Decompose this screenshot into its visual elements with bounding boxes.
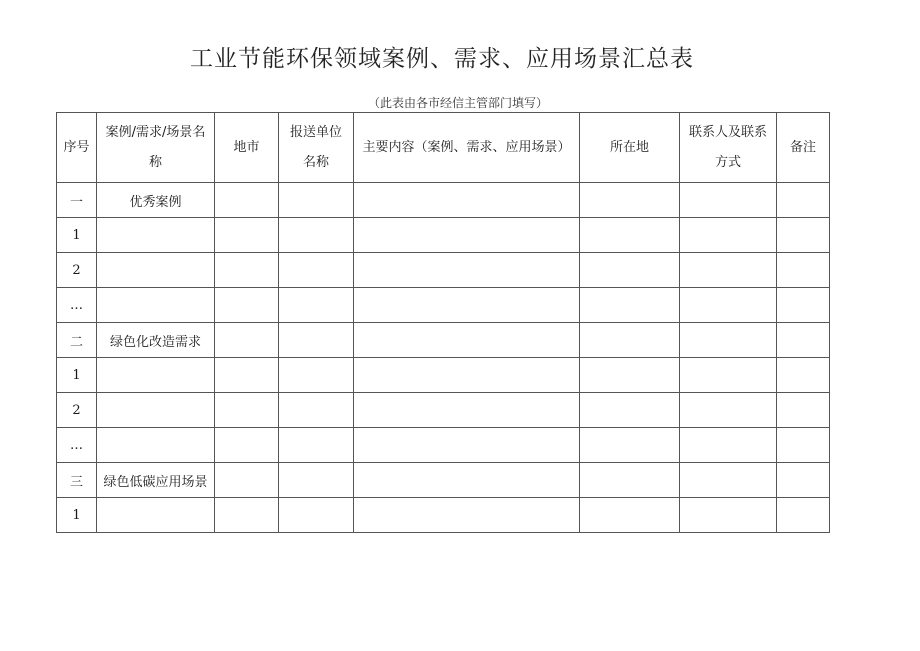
- cell-empty[interactable]: [279, 218, 354, 253]
- cell-empty[interactable]: [215, 288, 279, 323]
- cell-name[interactable]: [97, 498, 215, 533]
- cell-empty[interactable]: [354, 183, 580, 218]
- table-row: [57, 218, 830, 253]
- cell-empty[interactable]: [215, 393, 279, 428]
- cell-empty[interactable]: [279, 183, 354, 218]
- cell-empty[interactable]: [680, 358, 777, 393]
- cell-empty[interactable]: [580, 393, 680, 428]
- cell-empty[interactable]: [215, 428, 279, 463]
- cell-empty[interactable]: [279, 463, 354, 498]
- cell-seq[interactable]: 1: [57, 218, 97, 253]
- header-remark: 备注: [777, 113, 830, 183]
- cell-empty[interactable]: [680, 393, 777, 428]
- header-name: 案例/需求/场景名 称: [97, 113, 215, 183]
- cell-empty[interactable]: [279, 428, 354, 463]
- cell-empty[interactable]: [680, 428, 777, 463]
- cell-empty[interactable]: [580, 358, 680, 393]
- header-unit: 报送单位 名称: [279, 113, 354, 183]
- cell-empty[interactable]: [279, 323, 354, 358]
- cell-empty[interactable]: [580, 323, 680, 358]
- table-row: [57, 323, 830, 358]
- cell-empty[interactable]: [215, 253, 279, 288]
- table-row: [57, 393, 830, 428]
- document-subtitle: （此表由各市经信主管部门填写）: [368, 96, 549, 110]
- cell-empty[interactable]: [777, 183, 830, 218]
- cell-name[interactable]: [97, 288, 215, 323]
- table-row: [57, 358, 830, 393]
- cell-empty[interactable]: [680, 463, 777, 498]
- header-location: 所在地: [580, 113, 680, 183]
- cell-empty[interactable]: [279, 358, 354, 393]
- cell-empty[interactable]: [777, 428, 830, 463]
- cell-empty[interactable]: [580, 463, 680, 498]
- cell-seq[interactable]: 2: [57, 253, 97, 288]
- header-content: 主要内容（案例、需求、应用场景）: [354, 113, 580, 183]
- cell-empty[interactable]: [580, 253, 680, 288]
- cell-empty[interactable]: [354, 288, 580, 323]
- cell-empty[interactable]: [680, 253, 777, 288]
- cell-empty[interactable]: [354, 358, 580, 393]
- table-row: [57, 253, 830, 288]
- cell-empty[interactable]: [354, 463, 580, 498]
- cell-seq[interactable]: 一: [57, 183, 97, 218]
- cell-seq[interactable]: 二: [57, 323, 97, 358]
- cell-empty[interactable]: [580, 183, 680, 218]
- cell-empty[interactable]: [777, 323, 830, 358]
- table-row: [57, 463, 830, 498]
- cell-empty[interactable]: [580, 288, 680, 323]
- table-header-row: [57, 113, 830, 183]
- cell-empty[interactable]: [777, 288, 830, 323]
- cell-empty[interactable]: [580, 498, 680, 533]
- table-row: [57, 288, 830, 323]
- cell-seq[interactable]: 1: [57, 498, 97, 533]
- cell-empty[interactable]: [215, 463, 279, 498]
- cell-empty[interactable]: [777, 358, 830, 393]
- cell-empty[interactable]: [580, 218, 680, 253]
- cell-empty[interactable]: [215, 183, 279, 218]
- cell-empty[interactable]: [777, 463, 830, 498]
- cell-empty[interactable]: [279, 288, 354, 323]
- cell-empty[interactable]: [215, 498, 279, 533]
- cell-name[interactable]: [97, 358, 215, 393]
- cell-empty[interactable]: [279, 253, 354, 288]
- cell-name[interactable]: 绿色低碳应用场景: [97, 463, 215, 498]
- table-row: [57, 498, 830, 533]
- cell-seq[interactable]: 1: [57, 358, 97, 393]
- cell-empty[interactable]: [777, 253, 830, 288]
- cell-seq[interactable]: 三: [57, 463, 97, 498]
- header-contact: 联系人及联系 方式: [680, 113, 777, 183]
- cell-empty[interactable]: [354, 323, 580, 358]
- cell-empty[interactable]: [215, 358, 279, 393]
- cell-empty[interactable]: [354, 498, 580, 533]
- cell-empty[interactable]: [354, 253, 580, 288]
- cell-empty[interactable]: [680, 498, 777, 533]
- cell-name[interactable]: [97, 393, 215, 428]
- cell-name[interactable]: [97, 253, 215, 288]
- document-title: 工业节能环保领域案例、需求、应用场景汇总表: [190, 46, 694, 72]
- cell-empty[interactable]: [777, 393, 830, 428]
- cell-empty[interactable]: [354, 428, 580, 463]
- cell-name[interactable]: 优秀案例: [97, 183, 215, 218]
- cell-empty[interactable]: [279, 393, 354, 428]
- cell-empty[interactable]: [777, 218, 830, 253]
- summary-table: [56, 112, 830, 533]
- cell-empty[interactable]: [680, 288, 777, 323]
- cell-seq[interactable]: …: [57, 288, 97, 323]
- cell-seq[interactable]: 2: [57, 393, 97, 428]
- cell-empty[interactable]: [215, 323, 279, 358]
- cell-name[interactable]: [97, 218, 215, 253]
- cell-empty[interactable]: [777, 498, 830, 533]
- cell-seq[interactable]: …: [57, 428, 97, 463]
- header-seq: 序号: [57, 113, 97, 183]
- cell-empty[interactable]: [215, 218, 279, 253]
- cell-empty[interactable]: [680, 323, 777, 358]
- cell-empty[interactable]: [279, 498, 354, 533]
- cell-name[interactable]: [97, 428, 215, 463]
- cell-empty[interactable]: [354, 218, 580, 253]
- header-city: 地市: [215, 113, 279, 183]
- cell-empty[interactable]: [580, 428, 680, 463]
- cell-empty[interactable]: [354, 393, 580, 428]
- table-row: [57, 428, 830, 463]
- cell-empty[interactable]: [680, 183, 777, 218]
- table-row: [57, 183, 830, 218]
- cell-empty[interactable]: [680, 218, 777, 253]
- cell-name[interactable]: 绿色化改造需求: [97, 323, 215, 358]
